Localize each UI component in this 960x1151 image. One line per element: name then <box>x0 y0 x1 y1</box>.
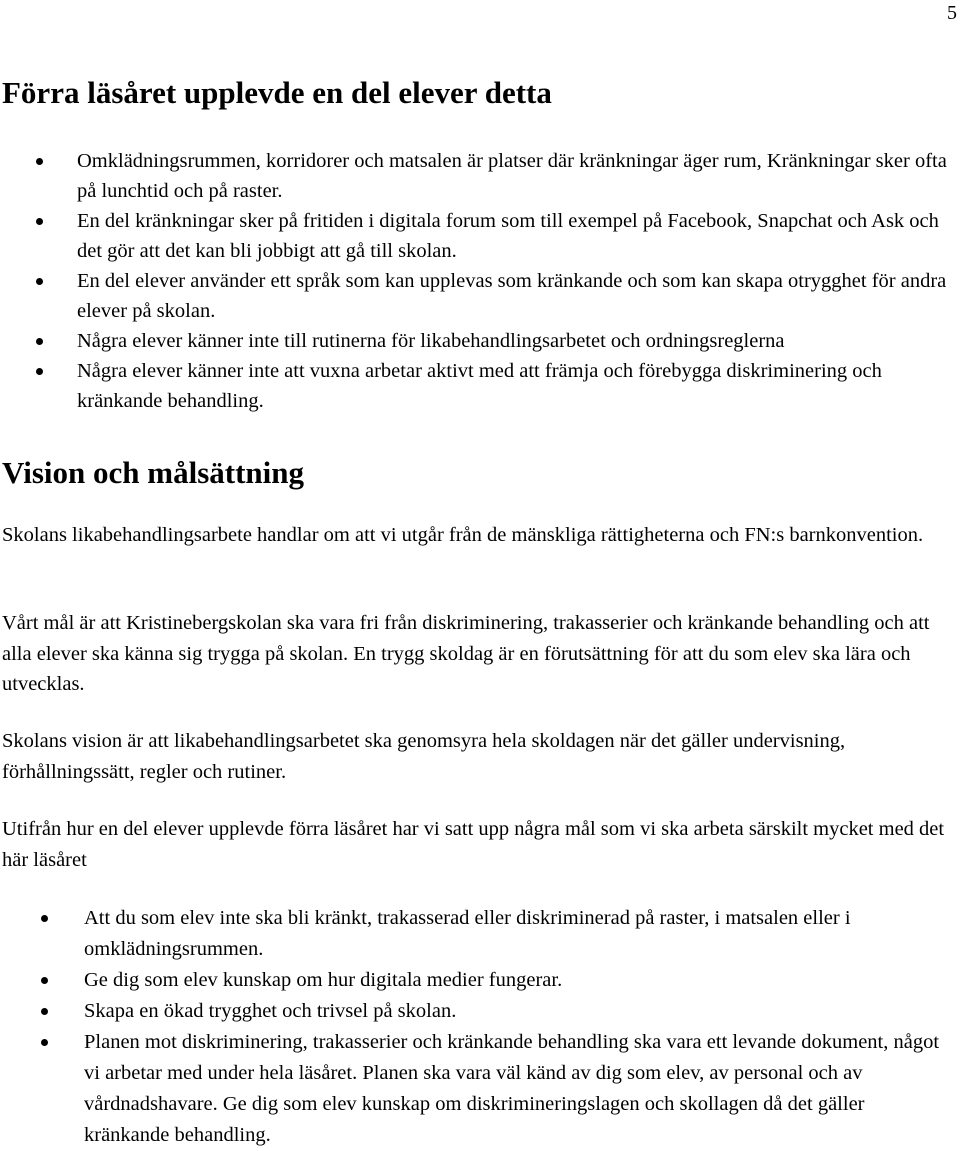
list-item-text: Ge dig som elev kunskap om hur digitala medier fungerar. <box>84 969 563 991</box>
list-item <box>77 326 957 356</box>
list-item-text: Skapa en ökad trygghet och trivsel på skolan. <box>84 1000 457 1022</box>
list-item <box>84 903 944 965</box>
bullet-icon <box>41 1039 48 1046</box>
bullet-icon <box>36 338 43 345</box>
previous-year-list <box>77 146 957 416</box>
list-item <box>84 1027 944 1151</box>
bullet-icon <box>36 218 43 225</box>
list-item <box>84 965 944 996</box>
bullet-icon <box>36 278 43 285</box>
list-item-text: Att du som elev inte ska bli kränkt, trakasserad eller diskriminerad på raster, i matsalen eller i omklädningsrummen. <box>84 907 851 960</box>
list-item <box>77 206 957 266</box>
heading-vision: Vision och målsättning <box>2 455 305 490</box>
bullet-icon <box>41 977 48 984</box>
list-item <box>84 996 944 1027</box>
goals-list <box>84 903 944 1151</box>
list-item-text: Några elever känner inte att vuxna arbetar aktivt med att främja och förebygga diskriminering och kränkande behandling. <box>77 360 882 412</box>
list-item <box>77 266 957 326</box>
bullet-icon <box>41 915 48 922</box>
list-item-text: Några elever känner inte till rutinerna för likabehandlingsarbetet och ordningsreglerna <box>77 330 785 352</box>
paragraph-vision-1: Skolans likabehandlingsarbete handlar om att vi utgår från de mänskliga rättigheterna och FN:s barnkonvention. <box>2 524 924 546</box>
bullet-icon <box>41 1008 48 1015</box>
list-item-text: Omklädningsrummen, korridorer och matsalen är platser där kränkningar äger rum, Kränkningar sker ofta på lunchtid och på raster. <box>77 150 947 202</box>
bullet-icon <box>36 158 43 165</box>
paragraph-vision-2: Vårt mål är att Kristinebergskolan ska vara fri från diskriminering, trakasserier och kränkande behandling och att alla elever ska känna sig trygga på skolan. En trygg skoldag är en förutsättning för att du som elev ska lära och utvecklas. <box>2 612 930 695</box>
list-item-text: Planen mot diskriminering, trakasserier och kränkande behandling ska vara ett levande dokument, något vi arbetar med under hela läsåret. Planen ska vara väl känd av dig som elev, av personal och av vårdnadshavare. Ge dig som elev kunskap om diskrimineringslagen och skollagen då det gäller kränkande behandling. <box>84 1031 940 1146</box>
paragraph-vision-3: Skolans vision är att likabehandlingsarbetet ska genomsyra hela skoldagen när det gäller undervisning, förhållningssätt, regler och rutiner. <box>2 730 846 783</box>
paragraph-vision-4: Utifrån hur en del elever upplevde förra läsåret har vi satt upp några mål som vi ska arbeta särskilt mycket med det här läsåret <box>2 818 945 871</box>
list-item-text: En del elever använder ett språk som kan upplevas som kränkande och som kan skapa otrygghet för andra elever på skolan. <box>77 270 947 322</box>
list-item-text: En del kränkningar sker på fritiden i digitala forum som till exempel på Facebook, Snapchat och Ask och det gör att det kan bli jobbigt att gå till skolan. <box>77 210 939 262</box>
list-item <box>77 146 957 206</box>
bullet-icon <box>36 368 43 375</box>
heading-previous-year: Förra läsåret upplevde en del elever detta <box>2 75 552 110</box>
list-item <box>77 356 957 416</box>
page-number: 5 <box>947 2 957 24</box>
